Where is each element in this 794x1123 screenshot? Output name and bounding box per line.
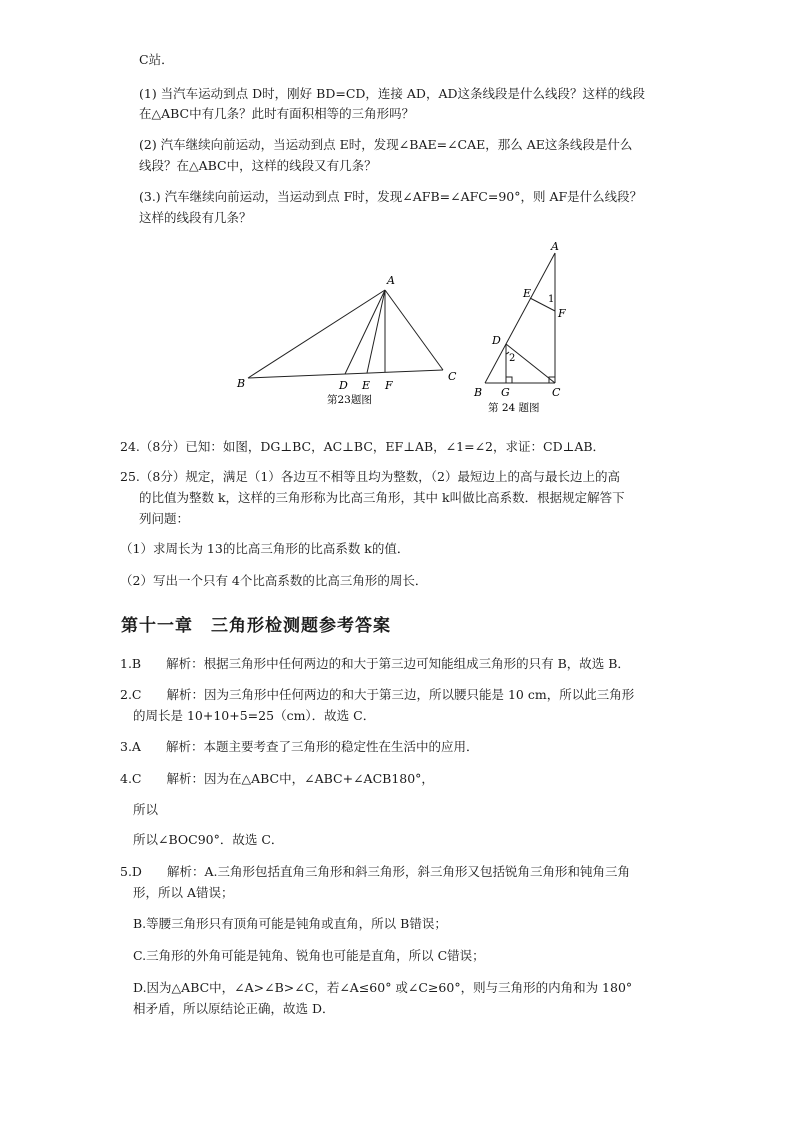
answer-4-line-b: 所以 (133, 802, 159, 817)
problem25-line-b: 的比值为整数 k，这样的三角形称为比高三角形，其中 k叫做比高系数．根据规定解答下 (139, 490, 625, 505)
problem23-q1-line-b: 在△ABC中有几条？此时有面积相等的三角形吗？ (139, 106, 415, 121)
figure-24 (470, 238, 580, 418)
label-c: C (448, 370, 457, 383)
segment-ab-24 (485, 253, 555, 383)
answer-2-line-a: 2.C 解析：因为三角形中任何两边的和大于第三边，所以腰只能是 10 cm，所以此三角形 (120, 687, 635, 702)
problem25-line-a: 25.（8分）规定，满足（1）各边互不相等且均为整数，（2）最短边上的高与最长边上的高 (120, 469, 620, 484)
problem25-q2: （2）写出一个只有 4个比高系数的比高三角形的周长． (120, 573, 428, 588)
label-e-24: E (523, 287, 532, 300)
angle-2-label: 2 (509, 353, 516, 364)
angle-1-label: 1 (548, 294, 555, 305)
label-d-24: D (492, 334, 501, 347)
problem23-q3-line-b: 这样的线段有几条？ (139, 210, 252, 225)
right-angle-g (506, 377, 512, 383)
label-a: A (387, 274, 395, 287)
answer-5-line-e: D.因为△ABC中，∠A>∠B>∠C，若∠A≤60° 或∠C≥60°，则与三角形的内角和为 180° (133, 980, 633, 995)
answer-5-line-a: 5.D 解析：A.三角形包括直角三角形和斜三角形，斜三角形又包括锐角三角形和钝角三角 (120, 864, 630, 879)
answer-1: 1.B 解析：根据三角形中任何两边的和大于第三边可知能组成三角形的只有 B，故选 B． (120, 656, 630, 671)
answer-4-line-c: 所以∠BOC90°．故选 C． (133, 832, 284, 847)
problem23-line-0: C站． (139, 52, 174, 67)
figure-23-caption: 第23题图 (327, 394, 372, 406)
label-d: D (339, 379, 348, 392)
problem25-line-c: 列问题： (139, 511, 190, 526)
problem23-q2-line-b: 线段？在△ABC中，这样的线段又有几条？ (139, 158, 377, 173)
label-g-24: G (501, 386, 510, 399)
label-e: E (362, 379, 371, 392)
problem23-q2-line-a: (2) 汽车继续向前运动，当运动到点 E时，发现∠BAE=∠CAE，那么 AE这条线段是什么 (139, 137, 633, 152)
answer-5-line-c: B.等腰三角形只有顶角可能是钝角或直角，所以 B错误； (133, 916, 447, 931)
problem23-q1-line-a: (1) 当汽车运动到点 D时，刚好 BD=CD，连接 AD，AD这条线段是什么线段？这样的线段 (139, 86, 645, 101)
label-b: B (237, 377, 246, 390)
label-f: F (385, 379, 393, 392)
answer-3: 3.A 解析：本题主要考查了三角形的稳定性在生活中的应用． (120, 739, 479, 754)
problem23-q3-line-a: (3.) 汽车继续向前运动，当运动到点 F时，发现∠AFB=∠AFC=90°，则 AF是什么线段？ (139, 189, 643, 204)
problem25-q1: （1）求周长为 13的比高三角形的比高系数 k的值． (120, 541, 410, 556)
answer-4-line-a: 4.C 解析：因为在△ABC中，∠ABC+∠ACB180°， (120, 771, 434, 786)
answer-5-line-d: C.三角形的外角可能是钝角、锐角也可能是直角，所以 C错误； (133, 948, 485, 963)
answer-5-line-f: 相矛盾，所以原结论正确，故选 D． (133, 1001, 335, 1016)
label-f-24: F (558, 307, 566, 320)
segment-ac (385, 290, 443, 370)
answer-5-line-b: 形，所以 A错误； (133, 885, 234, 900)
label-c-24: C (552, 386, 561, 399)
problem24: 24.（8分）已知：如图，DG⊥BC，AC⊥BC，EF⊥AB，∠1=∠2，求证：CD⊥AB． (120, 439, 606, 454)
answers-heading: 第十一章 三角形检测题参考答案 (121, 616, 391, 636)
figure-24-caption: 第 24 题图 (488, 402, 540, 414)
figure-23 (225, 270, 475, 410)
segment-ae (367, 290, 385, 373)
label-b-24: B (474, 386, 483, 399)
answer-2-line-b: 的周长是 10+10+5=25（cm）．故选 C． (133, 708, 376, 723)
label-a-24: A (551, 240, 559, 253)
